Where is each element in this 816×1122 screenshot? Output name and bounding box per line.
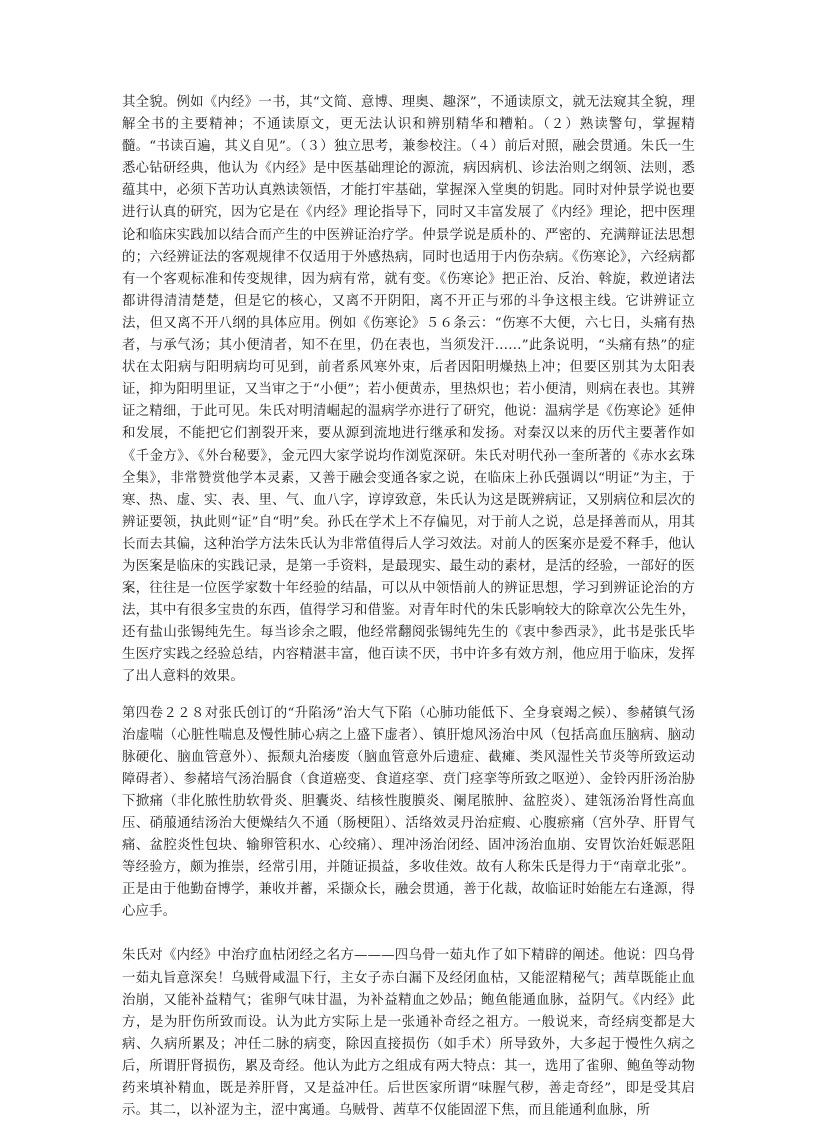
paragraph-spacer (122, 923, 695, 945)
paragraph-3: 朱氏对《内经》中治疗血枯闭经之名方———四乌骨一茹丸作了如下精辟的阐述。他说：四乌骨一茹丸旨意深矣！乌贼骨咸温下行，主女子赤白漏下及经闭血枯，又能涩精秘气；茜草既能止血治崩，又能补益精气；雀卵气味甘温，为补益精血之妙品；鲍鱼能通血脉，益阴气。《内经》此方，是为肝伤所致而设。认为此方实际上是一张通补奇经之祖方。一般说来，奇经病变都是大病、久病所累及；冲任二脉的病变，除因直接损伤（如手术）所导致外，大多起于慢性久病之后，所谓肝肾损伤，累及奇经。他认为此方之组成有两大特点：其一，选用了雀卵、鲍鱼等动物药来填补精血，既是养肝肾，又是益冲任。后世医家所谓“味腥气秽，善走奇经”，即是受其启示。其二，以补涩为主，涩中寓通。乌贼骨、茜草不仅能固涩下焦，而且能通利血脉，所 (122, 948, 695, 1119)
document-page (122, 92, 695, 1122)
paragraph-2: 第四卷２２８对张氏创订的“升陷汤”治大气下陷（心肺功能低下、全身衰竭之候）、参赭镇气汤治虚喘（心脏性喘息及慢性肺心病之上盛下虚者）、镇肝熄风汤治中风（包括高血压脑病、脑动脉硬化、脑血管意外）、振颓丸治痿废（脑血管意外后遗症、截瘫、类风湿性关节炎等所致运动障碍者）、参赭培气汤治膈食（食道癌变、食道痉挛、贲门痉挛等所致之呕逆）、金铃丙肝汤治胁下掀痛（非化脓性肋软骨炎、胆囊炎、结核性腹膜炎、阑尾脓肿、盆腔炎）、建瓴汤治肾性高血压、硝菔通结汤治大便燥结久不通（肠梗阻）、活络效灵丹治症瘕、心腹瘀痛（宫外孕、肝胃气痛、盆腔炎性包块、输卵管积水、心绞痛）、理冲汤治闭经、固冲汤治血崩、安胃饮治妊娠恶阻等经验方，颇为推崇，经常引用，并随证损益，多收佳效。故有人称朱氏是得力于“南章北张”。正是由于他勤奋博学，兼收并蓄，采撷众长，融会贯通，善于化裁，故临证时始能左右逢源，得心应手。 (122, 705, 695, 920)
paragraph-1: 其全貌。例如《内经》一书，其“文简、意博、理奥、趣深”，不通读原文，就无法窥其全貌，理解全书的主要精神；不通读原文，更无法认识和辨别精华和糟粕。（２）熟读警句，掌握精髓。“书读百遍，其义自见”。（３）独立思考，兼参校注。（４）前后对照，融会贯通。朱氏一生悉心钻研经典，他认为《内经》是中医基础理论的源流，病因病机、诊法治则之纲领、法则，悉蕴其中，必须下苦功认真熟读领悟，才能打牢基础，掌握深入堂奥的钥匙。同时对仲景学说也要进行认真的研究，因为它是在《内经》理论指导下，同时又丰富发展了《内经》理论，把中医理论和临床实践加以结合而产生的中医辨证治疗学。仲景学说是质朴的、严密的、充满辩证法思想的；六经辨证法的客观规律不仅适用于外感热病，同时也适用于内伤杂病。《伤寒论》，六经病都有一个客观标准和传变规律，因为病有常，就有变。《伤寒论》把正治、反治、斡旋，救逆诸法都讲得清清楚楚，但是它的核心，又离不开阴阳，离不开正与邪的斗争这根主线。它讲辨证立法，但又离不开八纲的具体应用。例如《伤寒论》５６条云：“伤寒不大便，六七日，头痛有热者，与承气汤；其小便清者，知不在里，仍在表也，当须发汗……”此条说明，“头痛有热”的症状在太阳病与阳明病均可见到，前者系风寒外束，后者因阳明燥热上冲；但要区别其为太阳表证，抑为阳明里证，又当审之于“小便”；若小便黄赤，里热炽也；若小便清，则病在表也。其辨证之精细，于此可见。朱氏对明清崛起的温病学亦进行了研究，他说：温病学是《伤寒论》延伸和发展，不能把它们割裂开来，要从源到流地进行继承和发扬。对秦汉以来的历代主要著作如《千金方》、《外台秘要》，金元四大家学说均作浏览深研。朱氏对明代孙一奎所著的《赤水玄珠全集》，非常赞赏他学本灵素，又善于融会变通各家之说，在临床上孙氏强调以“明证”为主，于寒、热、虚、实、表、里、气、血八字，谆谆致意，朱氏认为这是既辨病证，又别病位和层次的辨证要领，执此则“证”自“明”矣。孙氏在学术上不存偏见，对于前人之说，总是择善而从，用其长而去其偏，这种治学方法朱氏认为非常值得后人学习效法。对前人的医案亦是爱不释手，他认为医案是临床的实践记录，是第一手资料，是最现实、最生动的素材，是活的经验，一部好的医案，往往是一位医学家数十年经验的结晶，可以从中领悟前人的辨证思想，学习到辨证论治的方法，其中有很多宝贵的东西，值得学习和借鉴。对青年时代的朱氏影响较大的除章次公先生外，还有盐山张锡纯先生。每当诊余之暇，他经常翻阅张锡纯先生的《衷中参西录》，此书是张氏毕生医疗实践之经验总结，内容精湛丰富，他百读不厌，书中许多有效方剂，他应用于临床，发挥了出人意料的效果。 (122, 95, 695, 685)
paragraph-spacer (122, 689, 695, 703)
